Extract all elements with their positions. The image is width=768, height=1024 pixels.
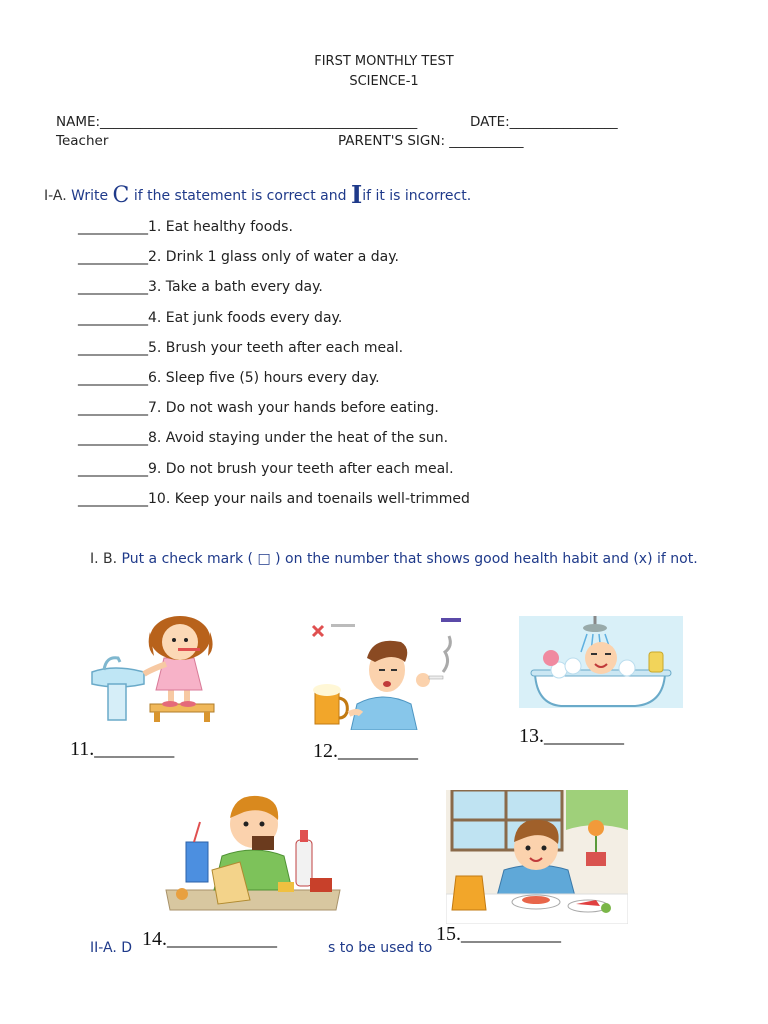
section-a-write: Write: [71, 188, 109, 204]
image-boy-healthy-meal: [446, 790, 628, 924]
statement-item-8: __________8. Avoid staying under the heat of the sun.: [78, 430, 449, 446]
section-a-end: if it is incorrect.: [362, 188, 472, 204]
section-a-mid: if the statement is correct and: [133, 188, 347, 204]
section-a-instruction: [44, 180, 471, 209]
image-girl-brushing-teeth: [84, 612, 244, 728]
date-field: DATE:________________: [470, 114, 618, 130]
answer-14: 14.___________: [142, 928, 277, 950]
statement-item-3: __________3. Take a bath every day.: [78, 279, 323, 295]
test-subject: SCIENCE-1: [349, 74, 419, 89]
statement-item-1: __________1. Eat healthy foods.: [78, 219, 293, 235]
section-ii-a-fragment: II-A. D: [90, 940, 133, 956]
section-ii-a-fragment-right: s to be used to: [328, 940, 433, 956]
section-a-prefix: I-A.: [44, 188, 67, 204]
statement-item-10: __________10. Keep your nails and toenails well-trimmed: [78, 491, 470, 507]
statement-item-9: __________9. Do not brush your teeth after each meal.: [78, 461, 454, 477]
section-b-text: Put a check mark ( □ ) on the number that shows good health habit and (x) if not.: [121, 551, 698, 567]
parent-sign-field: PARENT'S SIGN: ___________: [338, 133, 524, 149]
statement-item-7: __________7. Do not wash your hands before eating.: [78, 400, 439, 416]
section-b-instruction: [90, 551, 698, 567]
section-b-prefix: I. B.: [90, 551, 118, 567]
image-man-smoking-drinking: [301, 618, 461, 730]
statement-item-2: __________2. Drink 1 glass only of water a day.: [78, 249, 399, 265]
image-child-bathing: [515, 612, 687, 716]
letter-c: C: [112, 183, 130, 208]
test-title: FIRST MONTHLY TEST: [314, 54, 454, 69]
statement-item-6: __________6. Sleep five (5) hours every day.: [78, 370, 380, 386]
letter-i: I: [350, 180, 363, 209]
answer-15: 15.__________: [436, 923, 561, 945]
image-boy-junk-food: [160, 782, 346, 924]
statement-item-4: __________4. Eat junk foods every day.: [78, 310, 343, 326]
answer-11: 11.________: [70, 738, 175, 760]
statement-item-5: __________5. Brush your teeth after each meal.: [78, 340, 404, 356]
answer-12: 12.________: [313, 740, 418, 762]
teacher-label: Teacher: [56, 133, 109, 149]
answer-13: 13.________: [519, 725, 624, 747]
name-field: NAME:_______________________________________________: [56, 114, 418, 130]
